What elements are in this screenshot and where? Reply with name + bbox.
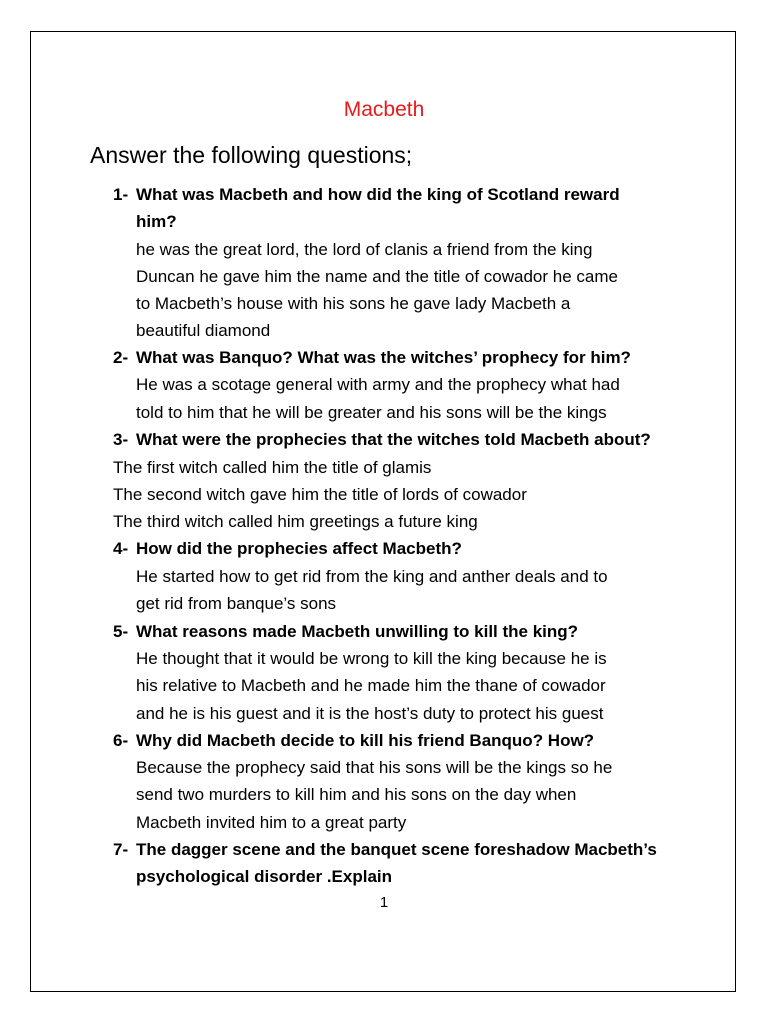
question-text: What was Macbeth and how did the king of Scotland reward (136, 185, 620, 204)
answer-text: to Macbeth’s house with his sons he gave lady Macbeth a (136, 294, 571, 313)
question-number: 1- (113, 185, 129, 204)
question-number: 6- (113, 731, 129, 750)
answer-text: He thought that it would be wrong to kill the king because he is (136, 649, 607, 668)
answer-text: The second witch gave him the title of lords of cowador (113, 485, 527, 504)
instruction-heading: Answer the following questions; (90, 142, 413, 168)
question-number: 4- (113, 539, 129, 558)
question-text: Why did Macbeth decide to kill his friend Banquo? How? (136, 731, 595, 750)
question-number: 7- (113, 840, 129, 859)
question-text: What was Banquo? What was the witches’ prophecy for him? (136, 348, 631, 367)
answer-text: Macbeth invited him to a great party (136, 813, 407, 832)
document-title: Macbeth (343, 98, 425, 121)
answer-text: He was a scotage general with army and the prophecy what had (136, 375, 620, 394)
answer-text: The first witch called him the title of glamis (113, 458, 432, 477)
page-number: 1 (379, 894, 389, 911)
answer-text: He started how to get rid from the king and anther deals and to (136, 567, 608, 586)
answer-text: his relative to Macbeth and he made him the thane of cowador (136, 676, 606, 695)
answer-text: he was the great lord, the lord of clanis a friend from the king (136, 240, 593, 259)
question-text: What were the prophecies that the witches told Macbeth about? (136, 430, 651, 449)
question-text: him? (136, 212, 177, 231)
question-number: 2- (113, 348, 129, 367)
question-text: What reasons made Macbeth unwilling to kill the king? (136, 622, 579, 641)
answer-text: beautiful diamond (136, 321, 271, 340)
answer-text: Duncan he gave him the name and the title of cowador he came (136, 267, 618, 286)
question-number: 3- (113, 430, 129, 449)
answer-text: The third witch called him greetings a future king (113, 512, 478, 531)
answer-text: Because the prophecy said that his sons will be the kings so he (136, 758, 613, 777)
question-text: How did the prophecies affect Macbeth? (136, 539, 462, 558)
question-number: 5- (113, 622, 129, 641)
question-text: The dagger scene and the banquet scene foreshadow Macbeth’s (136, 840, 657, 859)
question-text: psychological disorder .Explain (136, 867, 393, 886)
answer-text: get rid from banque’s sons (136, 594, 337, 613)
answer-text: send two murders to kill him and his sons on the day when (136, 785, 577, 804)
answer-text: and he is his guest and it is the host’s duty to protect his guest (136, 704, 604, 723)
answer-text: told to him that he will be greater and his sons will be the kings (136, 403, 607, 422)
